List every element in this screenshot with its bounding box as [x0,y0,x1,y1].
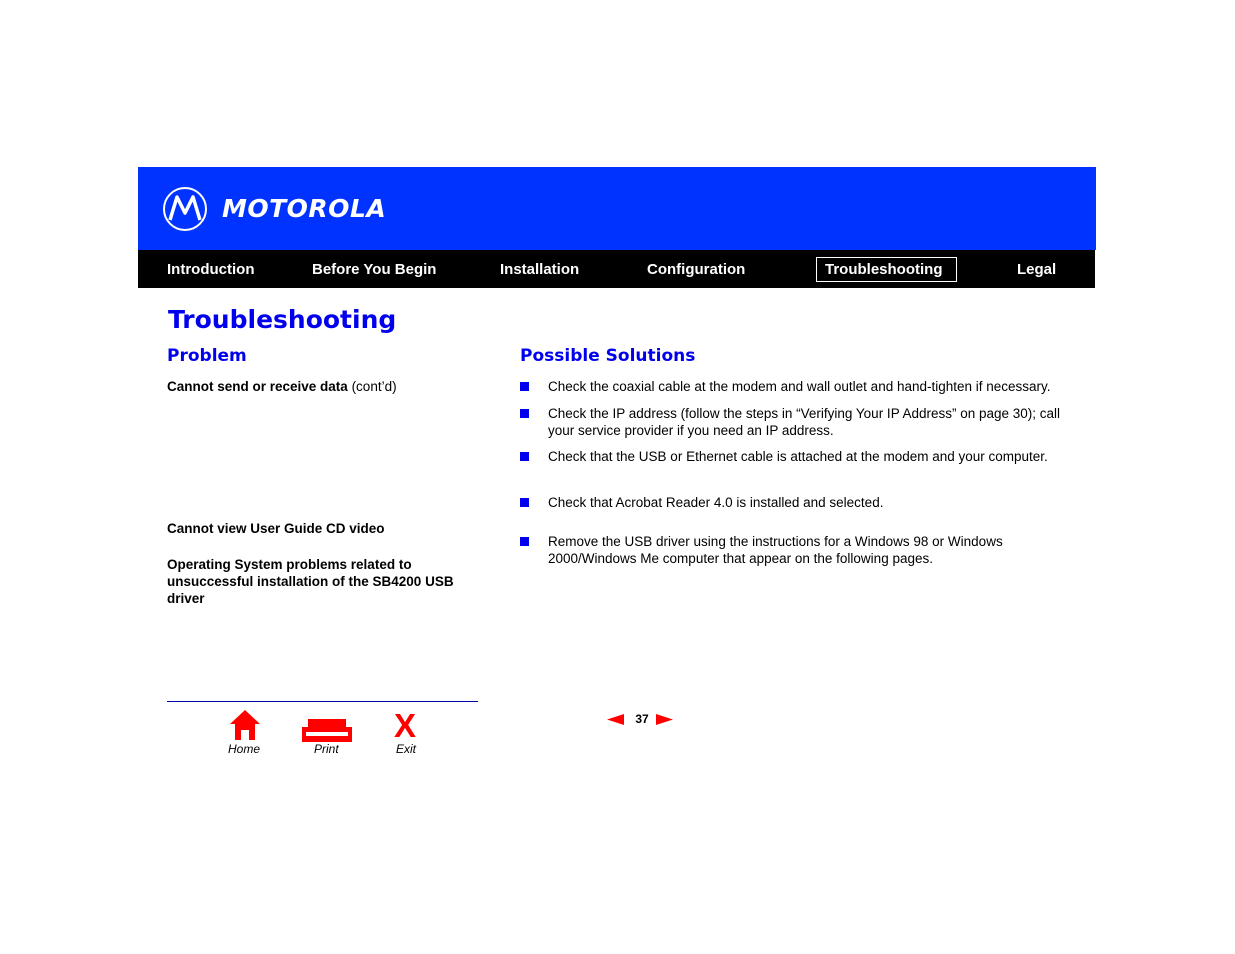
solution-text: Check that the USB or Ethernet cable is attached at the modem and your computer. [548,449,1048,464]
problem-text: Cannot send or receive data [167,379,348,394]
page-title: Troubleshooting [168,305,397,334]
print-icon[interactable] [302,719,352,743]
nav-troubleshooting[interactable]: Troubleshooting [816,257,957,282]
home-label[interactable]: Home [228,742,261,756]
nav-configuration[interactable]: Configuration [647,261,746,278]
prev-page-arrow-icon[interactable] [607,714,624,725]
solution-text: Remove the USB driver using the instructions for a Windows 98 or Windows 2000/Windows Me computer that appear on the following pages. [548,534,1003,566]
next-page-arrow-icon[interactable] [656,714,673,725]
brand-wordmark: MOTOROLA [222,194,387,223]
page-number: 37 [635,712,649,726]
problem-suffix: (cont’d) [347,379,397,394]
bullet-square-icon [520,382,529,391]
problem-heading: Problem [167,346,247,366]
problem-item: Operating System problems related to unsuccessful installation of the SB4200 USB driver [167,557,454,606]
home-icon[interactable] [229,709,261,741]
print-label[interactable]: Print [314,742,339,756]
solution-text: Check that Acrobat Reader 4.0 is installed and selected. [548,495,884,510]
bullet-square-icon [520,498,529,507]
solutions-heading: Possible Solutions [520,346,696,366]
bullet-square-icon [520,537,529,546]
problem-item [167,378,482,395]
footer-divider [167,701,478,702]
solution-text: Check the IP address (follow the steps in “Verifying Your IP Address” on page 30); call your service provider if you need an IP address. [548,406,1061,438]
nav-introduction[interactable]: Introduction [167,261,255,278]
exit-icon[interactable]: X [394,707,417,744]
nav-before-you-begin[interactable]: Before You Begin [312,261,437,278]
problem-item: Cannot view User Guide CD video [167,521,385,536]
nav-installation[interactable]: Installation [500,261,580,278]
exit-label[interactable]: Exit [396,742,417,756]
solution-text: Check the coaxial cable at the modem and wall outlet and hand-tighten if necessary. [548,379,1051,394]
nav-legal[interactable]: Legal [1017,261,1057,278]
bullet-square-icon [520,452,529,461]
motorola-logo-icon [162,186,208,232]
bullet-square-icon [520,409,529,418]
